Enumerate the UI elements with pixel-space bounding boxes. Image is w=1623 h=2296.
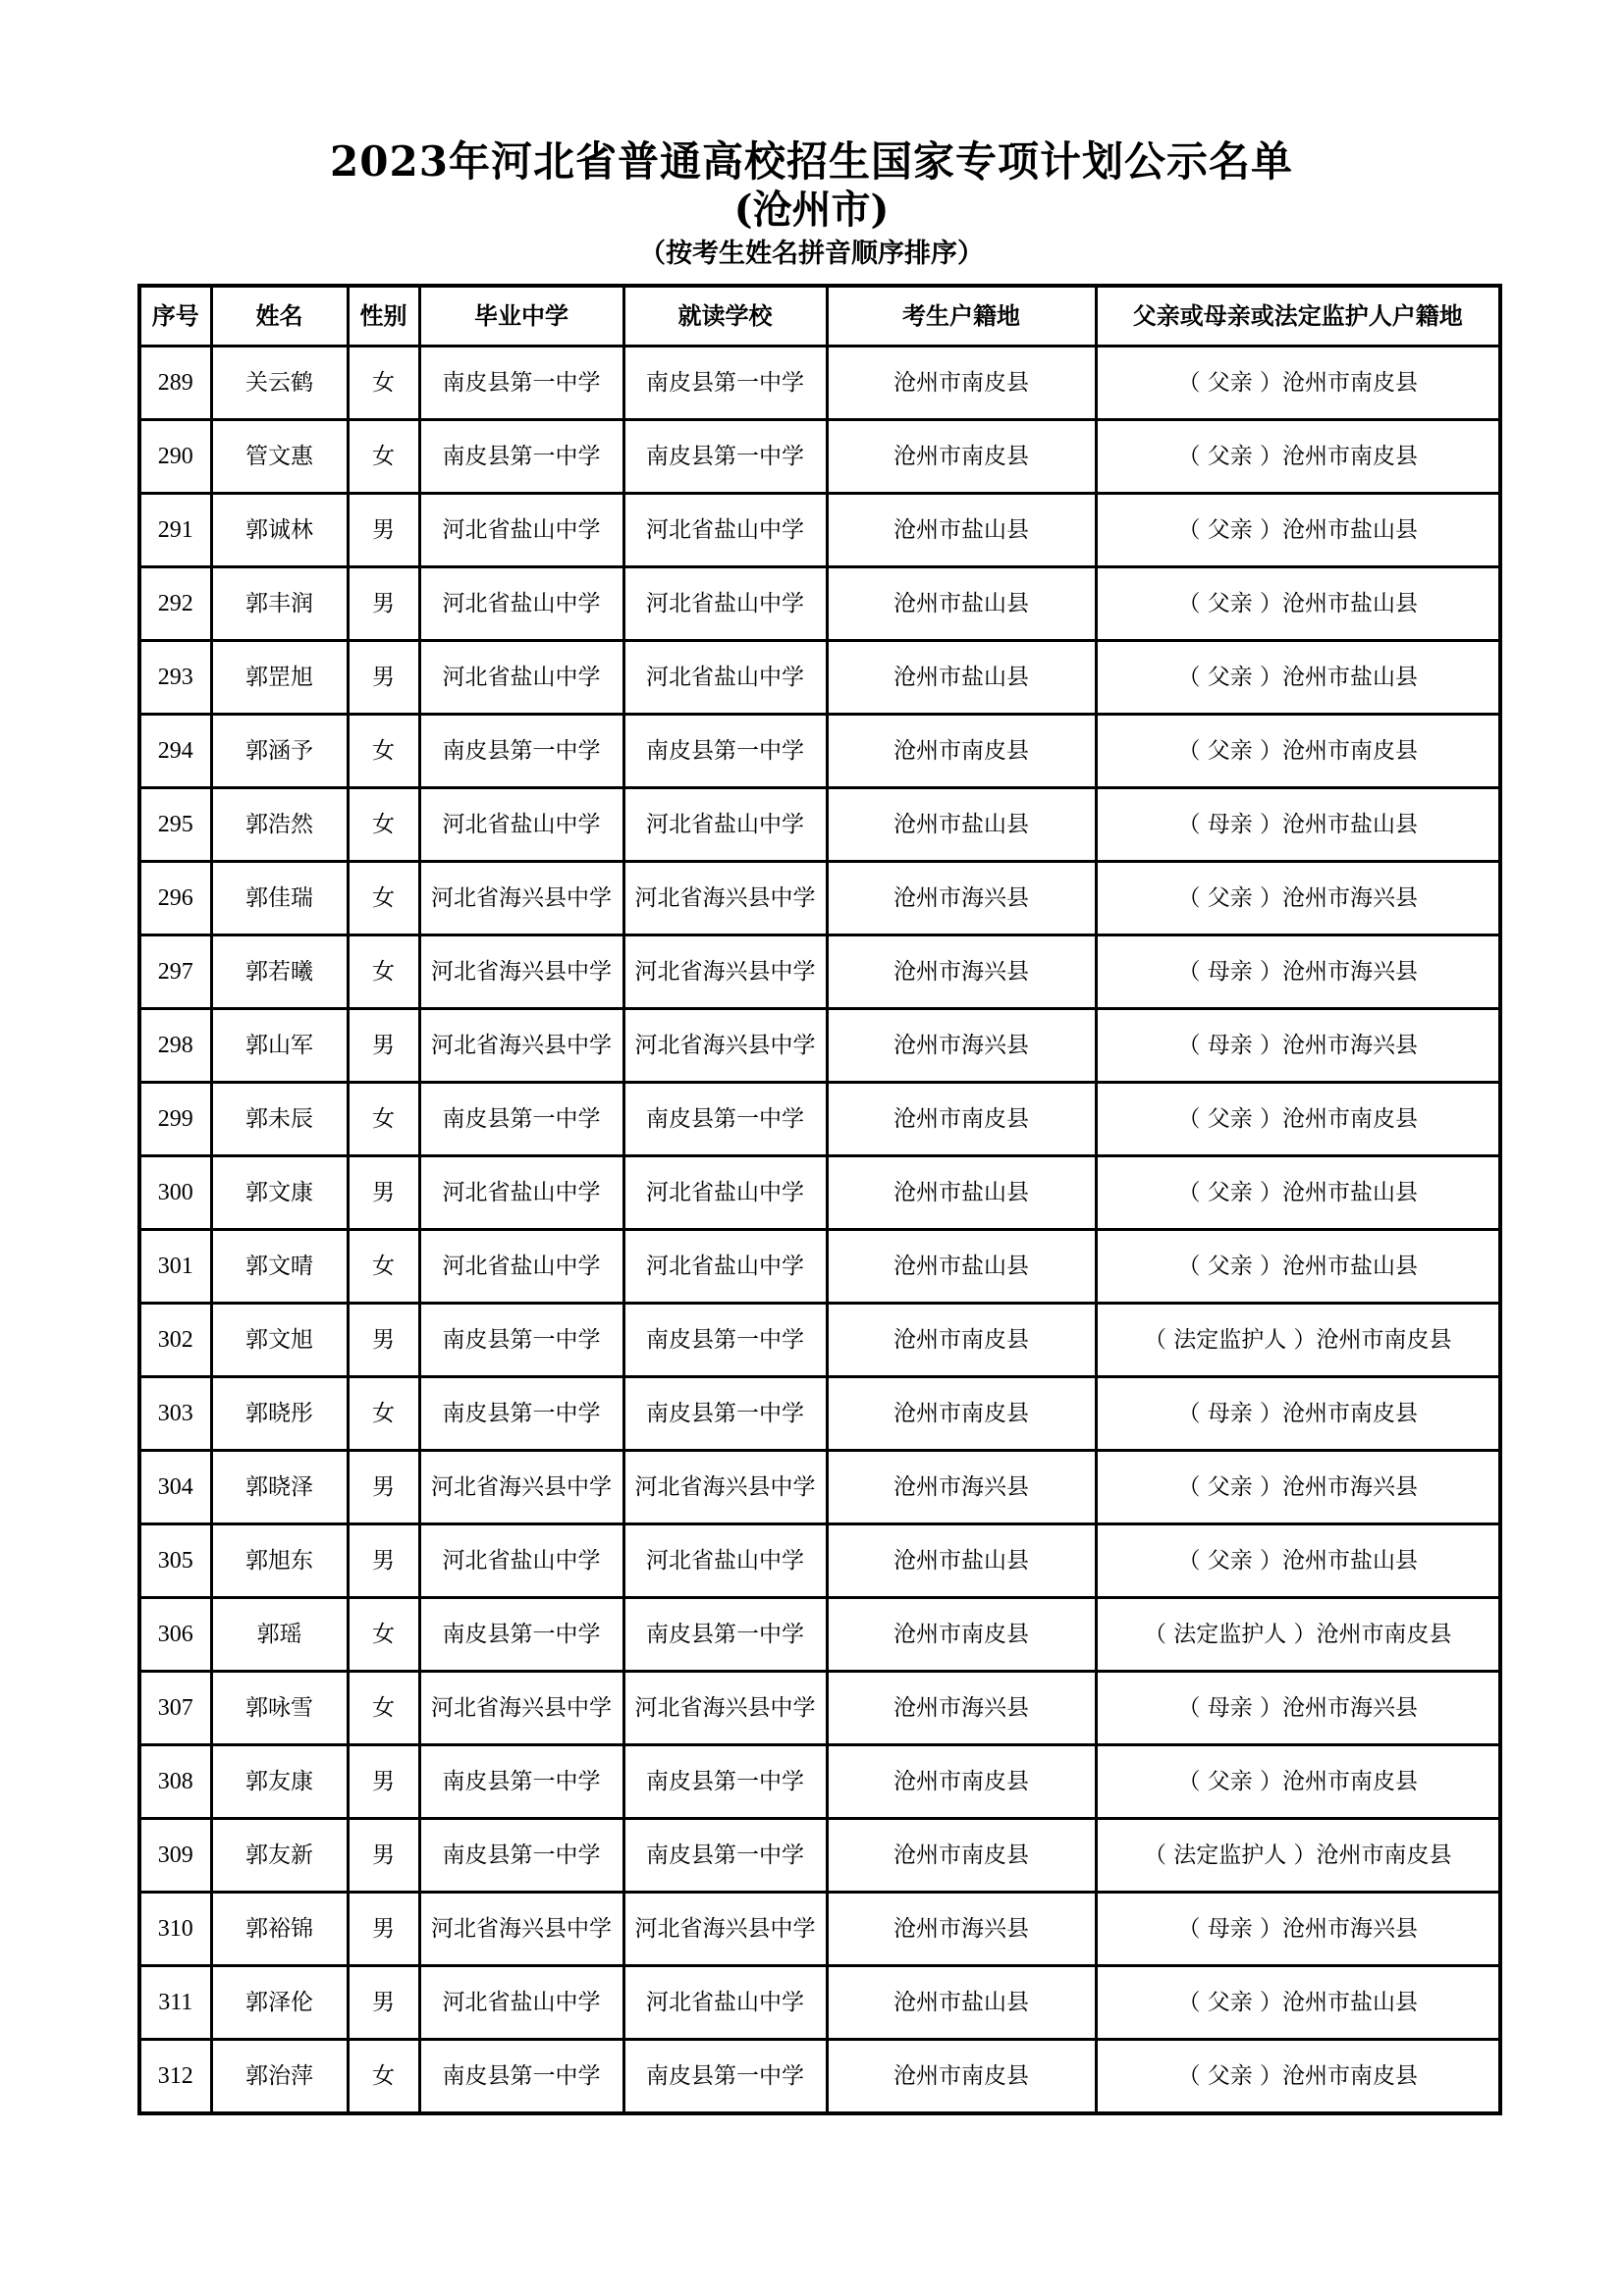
cell-gender: 男 xyxy=(348,494,419,567)
cell-current-school: 南皮县第一中学 xyxy=(623,2040,827,2114)
table-row xyxy=(139,1083,1500,1156)
cell-current-school: 河北省盐山中学 xyxy=(623,788,827,862)
cell-graduated-school: 南皮县第一中学 xyxy=(419,2040,623,2114)
cell-graduated-school: 南皮县第一中学 xyxy=(419,1819,623,1893)
cell-name: 郭山军 xyxy=(211,1009,348,1083)
cell-name: 管文惠 xyxy=(211,420,348,494)
cell-graduated-school: 南皮县第一中学 xyxy=(419,1745,623,1819)
cell-current-school: 南皮县第一中学 xyxy=(623,1598,827,1672)
table-row xyxy=(139,641,1500,715)
cell-index: 294 xyxy=(139,715,211,788)
cell-gender: 女 xyxy=(348,862,419,935)
cell-name: 郭文康 xyxy=(211,1156,348,1230)
cell-current-school: 河北省海兴县中学 xyxy=(623,1451,827,1524)
cell-name: 郭未辰 xyxy=(211,1083,348,1156)
cell-current-school: 河北省海兴县中学 xyxy=(623,1009,827,1083)
column-header-student-residence: 考生户籍地 xyxy=(827,286,1096,347)
cell-current-school: 南皮县第一中学 xyxy=(623,347,827,420)
cell-gender: 女 xyxy=(348,1672,419,1745)
cell-graduated-school: 河北省盐山中学 xyxy=(419,1230,623,1304)
cell-index: 304 xyxy=(139,1451,211,1524)
cell-name: 郭裕锦 xyxy=(211,1893,348,1966)
cell-current-school: 河北省海兴县中学 xyxy=(623,862,827,935)
cell-current-school: 河北省盐山中学 xyxy=(623,641,827,715)
cell-current-school: 南皮县第一中学 xyxy=(623,1377,827,1451)
cell-student-residence: 沧州市盐山县 xyxy=(827,494,1096,567)
column-header-name: 姓名 xyxy=(211,286,348,347)
table-header xyxy=(139,286,1500,347)
cell-index: 306 xyxy=(139,1598,211,1672)
cell-gender: 男 xyxy=(348,641,419,715)
cell-student-residence: 沧州市盐山县 xyxy=(827,1156,1096,1230)
cell-guardian-residence: （ 母亲 ）沧州市南皮县 xyxy=(1096,1377,1500,1451)
cell-gender: 女 xyxy=(348,347,419,420)
cell-graduated-school: 河北省海兴县中学 xyxy=(419,862,623,935)
cell-graduated-school: 河北省海兴县中学 xyxy=(419,1009,623,1083)
cell-index: 301 xyxy=(139,1230,211,1304)
cell-guardian-residence: （ 法定监护人 ）沧州市南皮县 xyxy=(1096,1304,1500,1377)
cell-index: 292 xyxy=(139,567,211,641)
cell-index: 295 xyxy=(139,788,211,862)
cell-index: 300 xyxy=(139,1156,211,1230)
cell-gender: 男 xyxy=(348,1009,419,1083)
cell-name: 郭友康 xyxy=(211,1745,348,1819)
cell-index: 296 xyxy=(139,862,211,935)
cell-index: 307 xyxy=(139,1672,211,1745)
cell-index: 291 xyxy=(139,494,211,567)
cell-graduated-school: 河北省盐山中学 xyxy=(419,494,623,567)
cell-index: 302 xyxy=(139,1304,211,1377)
cell-index: 311 xyxy=(139,1966,211,2040)
cell-student-residence: 沧州市海兴县 xyxy=(827,1893,1096,1966)
table-row xyxy=(139,1819,1500,1893)
cell-name: 郭涵予 xyxy=(211,715,348,788)
cell-index: 312 xyxy=(139,2040,211,2114)
cell-gender: 男 xyxy=(348,1966,419,2040)
table-row xyxy=(139,1524,1500,1598)
cell-student-residence: 沧州市南皮县 xyxy=(827,1083,1096,1156)
cell-guardian-residence: （ 父亲 ）沧州市南皮县 xyxy=(1096,1083,1500,1156)
table-row xyxy=(139,1377,1500,1451)
table-row xyxy=(139,420,1500,494)
cell-current-school: 南皮县第一中学 xyxy=(623,1304,827,1377)
cell-name: 郭诚林 xyxy=(211,494,348,567)
header-row xyxy=(139,286,1500,347)
cell-gender: 男 xyxy=(348,1304,419,1377)
cell-gender: 男 xyxy=(348,1451,419,1524)
cell-guardian-residence: （ 法定监护人 ）沧州市南皮县 xyxy=(1096,1598,1500,1672)
cell-graduated-school: 河北省盐山中学 xyxy=(419,641,623,715)
cell-student-residence: 沧州市南皮县 xyxy=(827,715,1096,788)
cell-graduated-school: 河北省盐山中学 xyxy=(419,567,623,641)
cell-graduated-school: 南皮县第一中学 xyxy=(419,1083,623,1156)
cell-name: 郭咏雪 xyxy=(211,1672,348,1745)
column-header-current-school: 就读学校 xyxy=(623,286,827,347)
cell-current-school: 河北省盐山中学 xyxy=(623,1966,827,2040)
cell-gender: 女 xyxy=(348,420,419,494)
cell-name: 郭丰润 xyxy=(211,567,348,641)
cell-graduated-school: 河北省海兴县中学 xyxy=(419,1672,623,1745)
cell-name: 郭浩然 xyxy=(211,788,348,862)
cell-name: 郭友新 xyxy=(211,1819,348,1893)
cell-graduated-school: 南皮县第一中学 xyxy=(419,347,623,420)
table-row xyxy=(139,862,1500,935)
cell-graduated-school: 南皮县第一中学 xyxy=(419,715,623,788)
cell-name: 郭晓泽 xyxy=(211,1451,348,1524)
cell-student-residence: 沧州市海兴县 xyxy=(827,935,1096,1009)
cell-guardian-residence: （ 父亲 ）沧州市南皮县 xyxy=(1096,347,1500,420)
cell-graduated-school: 南皮县第一中学 xyxy=(419,1304,623,1377)
column-header-index: 序号 xyxy=(139,286,211,347)
cell-index: 303 xyxy=(139,1377,211,1451)
cell-student-residence: 沧州市海兴县 xyxy=(827,862,1096,935)
cell-guardian-residence: （ 父亲 ）沧州市盐山县 xyxy=(1096,1966,1500,2040)
cell-gender: 女 xyxy=(348,1598,419,1672)
cell-student-residence: 沧州市海兴县 xyxy=(827,1672,1096,1745)
cell-current-school: 南皮县第一中学 xyxy=(623,1083,827,1156)
document-title: 2023年河北省普通高校招生国家专项计划公示名单 xyxy=(330,137,1293,186)
cell-graduated-school: 南皮县第一中学 xyxy=(419,420,623,494)
cell-guardian-residence: （ 母亲 ）沧州市海兴县 xyxy=(1096,1009,1500,1083)
cell-guardian-residence: （ 父亲 ）沧州市南皮县 xyxy=(1096,420,1500,494)
cell-current-school: 河北省海兴县中学 xyxy=(623,935,827,1009)
cell-student-residence: 沧州市盐山县 xyxy=(827,788,1096,862)
cell-name: 郭泽伦 xyxy=(211,1966,348,2040)
cell-current-school: 河北省盐山中学 xyxy=(623,1156,827,1230)
cell-current-school: 河北省盐山中学 xyxy=(623,1524,827,1598)
cell-guardian-residence: （ 父亲 ）沧州市盐山县 xyxy=(1096,1156,1500,1230)
cell-guardian-residence: （ 母亲 ）沧州市海兴县 xyxy=(1096,1672,1500,1745)
cell-gender: 男 xyxy=(348,1156,419,1230)
table-row xyxy=(139,715,1500,788)
cell-guardian-residence: （ 父亲 ）沧州市盐山县 xyxy=(1096,1524,1500,1598)
cell-graduated-school: 河北省海兴县中学 xyxy=(419,935,623,1009)
cell-graduated-school: 河北省盐山中学 xyxy=(419,1156,623,1230)
table-row xyxy=(139,1009,1500,1083)
cell-graduated-school: 南皮县第一中学 xyxy=(419,1377,623,1451)
cell-guardian-residence: （ 父亲 ）沧州市海兴县 xyxy=(1096,1451,1500,1524)
table-row xyxy=(139,1451,1500,1524)
table-row xyxy=(139,1304,1500,1377)
cell-guardian-residence: （ 父亲 ）沧州市盐山县 xyxy=(1096,1230,1500,1304)
cell-guardian-residence: （ 父亲 ）沧州市南皮县 xyxy=(1096,715,1500,788)
cell-graduated-school: 河北省海兴县中学 xyxy=(419,1451,623,1524)
cell-gender: 女 xyxy=(348,788,419,862)
document-subtitle: (沧州市) xyxy=(733,187,890,233)
cell-graduated-school: 河北省盐山中学 xyxy=(419,788,623,862)
cell-current-school: 南皮县第一中学 xyxy=(623,420,827,494)
table-row xyxy=(139,2040,1500,2114)
table-row xyxy=(139,494,1500,567)
cell-student-residence: 沧州市盐山县 xyxy=(827,1966,1096,2040)
cell-guardian-residence: （ 父亲 ）沧州市南皮县 xyxy=(1096,2040,1500,2114)
cell-current-school: 河北省盐山中学 xyxy=(623,1230,827,1304)
cell-current-school: 河北省盐山中学 xyxy=(623,494,827,567)
cell-guardian-residence: （ 母亲 ）沧州市海兴县 xyxy=(1096,1893,1500,1966)
cell-index: 305 xyxy=(139,1524,211,1598)
cell-student-residence: 沧州市海兴县 xyxy=(827,1009,1096,1083)
cell-index: 298 xyxy=(139,1009,211,1083)
cell-gender: 男 xyxy=(348,1524,419,1598)
cell-current-school: 河北省盐山中学 xyxy=(623,567,827,641)
cell-guardian-residence: （ 母亲 ）沧州市海兴县 xyxy=(1096,935,1500,1009)
cell-name: 郭治萍 xyxy=(211,2040,348,2114)
roster-table xyxy=(137,284,1502,2115)
cell-index: 299 xyxy=(139,1083,211,1156)
cell-guardian-residence: （ 父亲 ）沧州市盐山县 xyxy=(1096,641,1500,715)
cell-graduated-school: 河北省盐山中学 xyxy=(419,1966,623,2040)
cell-guardian-residence: （ 父亲 ）沧州市南皮县 xyxy=(1096,1745,1500,1819)
cell-guardian-residence: （ 父亲 ）沧州市盐山县 xyxy=(1096,494,1500,567)
cell-student-residence: 沧州市南皮县 xyxy=(827,1304,1096,1377)
cell-student-residence: 沧州市盐山县 xyxy=(827,641,1096,715)
cell-index: 293 xyxy=(139,641,211,715)
cell-student-residence: 沧州市盐山县 xyxy=(827,567,1096,641)
table-row xyxy=(139,347,1500,420)
table-row xyxy=(139,1230,1500,1304)
cell-name: 郭旭东 xyxy=(211,1524,348,1598)
cell-student-residence: 沧州市盐山县 xyxy=(827,1230,1096,1304)
cell-gender: 男 xyxy=(348,1893,419,1966)
cell-gender: 男 xyxy=(348,567,419,641)
cell-student-residence: 沧州市南皮县 xyxy=(827,1745,1096,1819)
table-row xyxy=(139,935,1500,1009)
cell-student-residence: 沧州市南皮县 xyxy=(827,347,1096,420)
cell-name: 关云鹤 xyxy=(211,347,348,420)
cell-index: 297 xyxy=(139,935,211,1009)
cell-gender: 女 xyxy=(348,1230,419,1304)
table-row xyxy=(139,1672,1500,1745)
cell-name: 郭瑶 xyxy=(211,1598,348,1672)
column-header-graduated-school: 毕业中学 xyxy=(419,286,623,347)
cell-student-residence: 沧州市南皮县 xyxy=(827,1819,1096,1893)
cell-guardian-residence: （ 法定监护人 ）沧州市南皮县 xyxy=(1096,1819,1500,1893)
cell-graduated-school: 南皮县第一中学 xyxy=(419,1598,623,1672)
cell-student-residence: 沧州市南皮县 xyxy=(827,420,1096,494)
cell-name: 郭文旭 xyxy=(211,1304,348,1377)
table-row xyxy=(139,1745,1500,1819)
cell-gender: 女 xyxy=(348,715,419,788)
cell-guardian-residence: （ 父亲 ）沧州市盐山县 xyxy=(1096,567,1500,641)
cell-current-school: 南皮县第一中学 xyxy=(623,715,827,788)
table-row xyxy=(139,1966,1500,2040)
cell-name: 郭罡旭 xyxy=(211,641,348,715)
cell-index: 310 xyxy=(139,1893,211,1966)
cell-gender: 女 xyxy=(348,935,419,1009)
cell-current-school: 南皮县第一中学 xyxy=(623,1745,827,1819)
cell-student-residence: 沧州市盐山县 xyxy=(827,1524,1096,1598)
table-row xyxy=(139,788,1500,862)
table-row xyxy=(139,567,1500,641)
sort-note: （按考生姓名拼音顺序排序） xyxy=(639,239,984,269)
table-row xyxy=(139,1598,1500,1672)
cell-index: 309 xyxy=(139,1819,211,1893)
cell-student-residence: 沧州市南皮县 xyxy=(827,1598,1096,1672)
table-row xyxy=(139,1156,1500,1230)
cell-name: 郭佳瑞 xyxy=(211,862,348,935)
cell-name: 郭晓彤 xyxy=(211,1377,348,1451)
cell-current-school: 河北省海兴县中学 xyxy=(623,1672,827,1745)
column-header-guardian-residence: 父亲或母亲或法定监护人户籍地 xyxy=(1096,286,1500,347)
cell-guardian-residence: （ 母亲 ）沧州市盐山县 xyxy=(1096,788,1500,862)
cell-name: 郭文晴 xyxy=(211,1230,348,1304)
cell-current-school: 河北省海兴县中学 xyxy=(623,1893,827,1966)
column-header-gender: 性别 xyxy=(348,286,419,347)
cell-gender: 女 xyxy=(348,1083,419,1156)
cell-index: 290 xyxy=(139,420,211,494)
cell-gender: 男 xyxy=(348,1819,419,1893)
table-body xyxy=(139,347,1500,2114)
cell-guardian-residence: （ 父亲 ）沧州市海兴县 xyxy=(1096,862,1500,935)
cell-gender: 女 xyxy=(348,1377,419,1451)
cell-index: 308 xyxy=(139,1745,211,1819)
cell-student-residence: 沧州市海兴县 xyxy=(827,1451,1096,1524)
cell-gender: 男 xyxy=(348,1745,419,1819)
table-row xyxy=(139,1893,1500,1966)
cell-index: 289 xyxy=(139,347,211,420)
cell-current-school: 南皮县第一中学 xyxy=(623,1819,827,1893)
cell-student-residence: 沧州市南皮县 xyxy=(827,2040,1096,2114)
cell-graduated-school: 河北省盐山中学 xyxy=(419,1524,623,1598)
cell-student-residence: 沧州市南皮县 xyxy=(827,1377,1096,1451)
cell-gender: 女 xyxy=(348,2040,419,2114)
cell-graduated-school: 河北省海兴县中学 xyxy=(419,1893,623,1966)
cell-name: 郭若曦 xyxy=(211,935,348,1009)
